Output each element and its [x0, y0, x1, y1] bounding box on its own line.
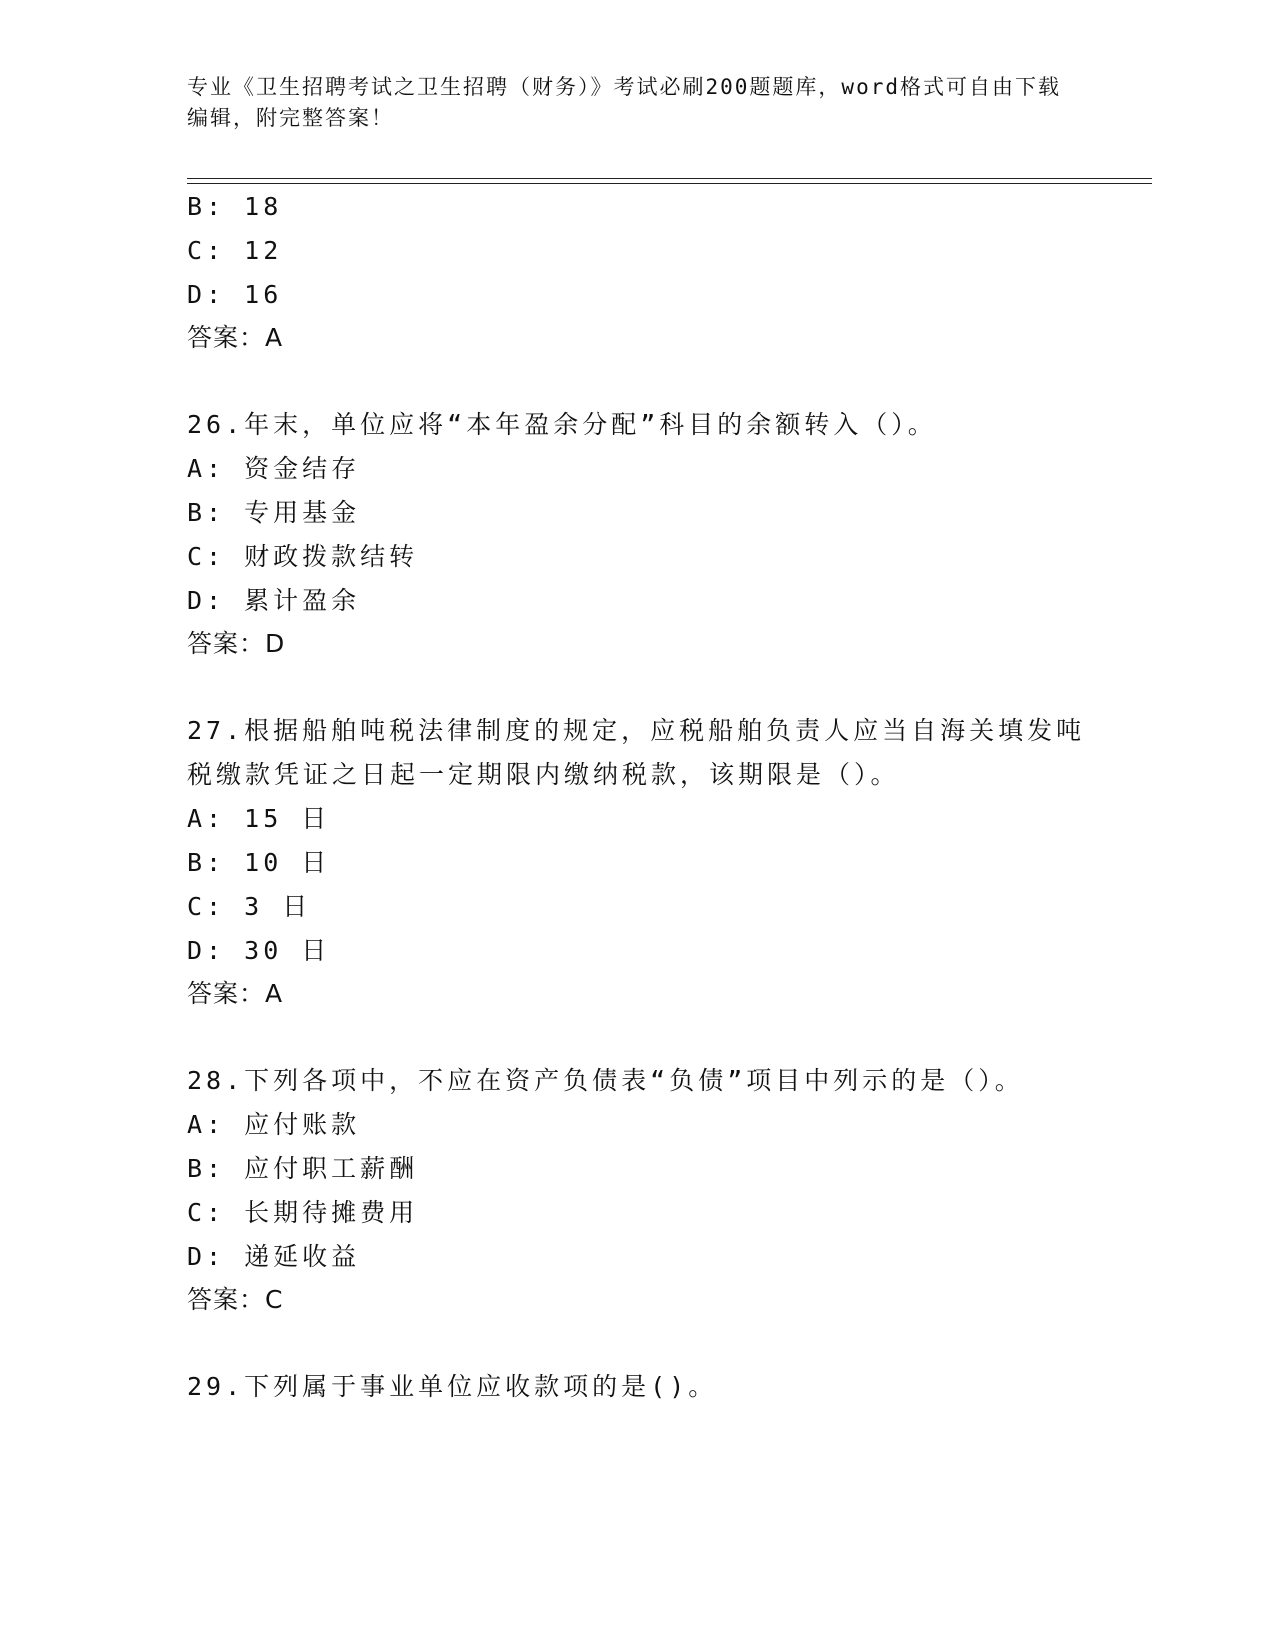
option-c: C: 12	[187, 236, 283, 265]
question-28-option-c: C: 长期待摊费用	[187, 1198, 419, 1227]
question-26-option-c: C: 财政拨款结转	[187, 542, 419, 571]
question-27-answer: 答案：A	[187, 979, 284, 1008]
question-28-option-b: B: 应付职工薪酬	[187, 1154, 419, 1183]
answer-line: 答案：A	[187, 323, 284, 352]
question-26-option-a: A: 资金结存	[187, 454, 361, 483]
document-header: 专业《卫生招聘考试之卫生招聘（财务）》考试必刷200题题库，word格式可自由下载编辑，附完整答案！	[187, 75, 1061, 130]
question-28-stem: 28.下列各项中，不应在资产负债表“负债”项目中列示的是（）。	[187, 1066, 1024, 1095]
option-d: D: 16	[187, 280, 283, 309]
header-divider-bottom	[187, 183, 1152, 184]
question-26-option-d: D: 累计盈余	[187, 586, 361, 615]
question-28-option-a: A: 应付账款	[187, 1110, 361, 1139]
question-27-stem-line-2: 税缴款凭证之日起一定期限内缴纳税款，该期限是（）。	[187, 760, 900, 789]
question-27-option-a: A: 15 日	[187, 804, 331, 833]
header-divider-top	[187, 178, 1152, 179]
question-27-option-d: D: 30 日	[187, 936, 331, 965]
question-29-stem: 29.下列属于事业单位应收款项的是()。	[187, 1372, 718, 1401]
question-28-option-d: D: 递延收益	[187, 1242, 361, 1271]
question-28-answer: 答案：C	[187, 1285, 284, 1314]
question-27-option-c: C: 3 日	[187, 892, 312, 921]
question-27-option-b: B: 10 日	[187, 848, 331, 877]
question-26-answer: 答案：D	[187, 629, 286, 658]
option-b: B: 18	[187, 192, 283, 221]
question-26-stem: 26.年末，单位应将“本年盈余分配”科目的余额转入（）。	[187, 410, 937, 439]
question-26-option-b: B: 专用基金	[187, 498, 361, 527]
question-27-stem-line-1: 27.根据船舶吨税法律制度的规定，应税船舶负责人应当自海关填发吨	[187, 716, 1086, 745]
